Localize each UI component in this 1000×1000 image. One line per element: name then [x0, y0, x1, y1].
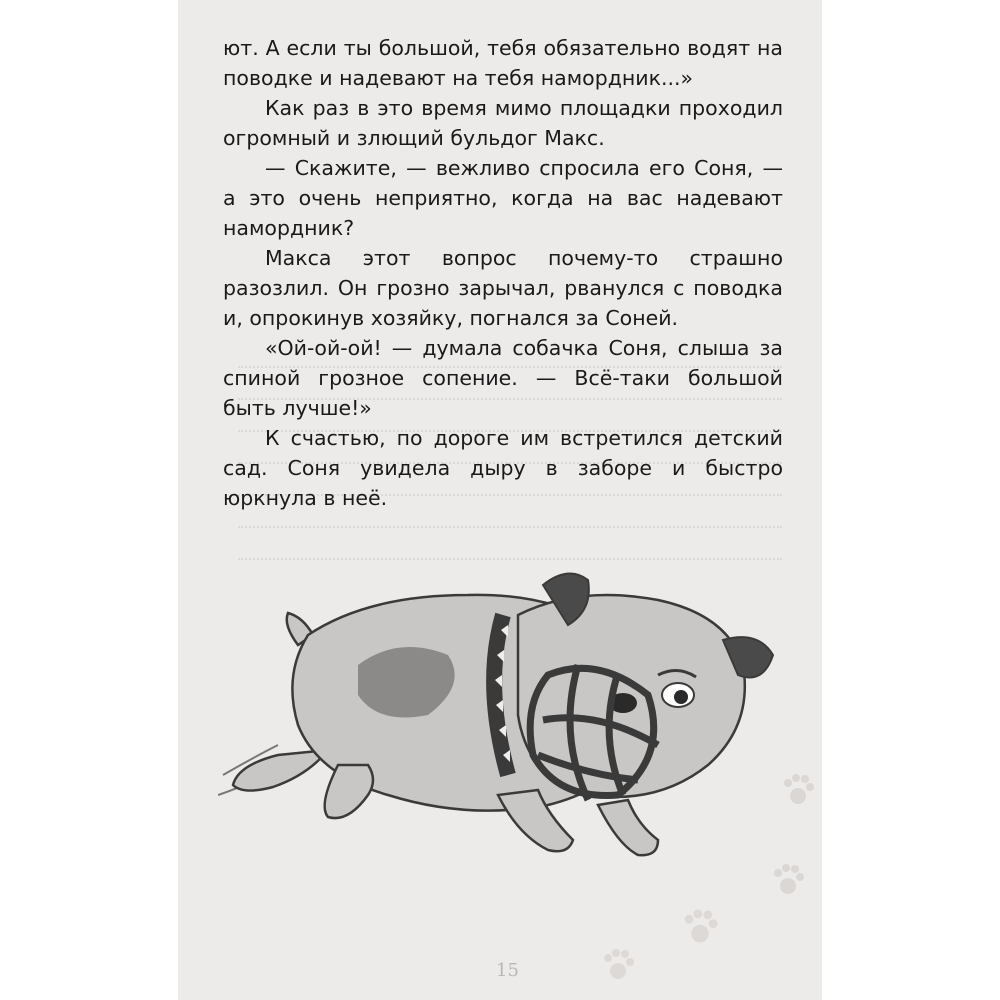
story-text	[223, 33, 783, 513]
paragraph-3: — Скажите, — вежливо спросила его Соня, — а это очень неприятно, когда на вас надевают намордник?	[223, 156, 783, 240]
page-number: 15	[496, 960, 519, 981]
paragraph-2: Как раз в это время мимо площадки проходил огромный и злющий бульдог Макс.	[223, 96, 783, 150]
paw-print-icon	[778, 770, 818, 810]
paragraph-4: Макса этот вопрос почему-то страшно разозлил. Он грозно зарычал, рванулся с поводка и, опрокинув хозяйку, погнался за Соней.	[223, 246, 783, 330]
paragraph-5: «Ой-ой-ой! — думала собачка Соня, слыша за спиной грозное сопение. — Всё-таки большой быть лучше!»	[223, 336, 783, 420]
paragraph-1: ют. А если ты большой, тебя обязательно водят на поводке и надевают на тебя намордник...»	[223, 36, 783, 90]
bulldog-illustration	[218, 555, 778, 885]
paw-print-icon	[678, 905, 722, 949]
paragraph-6: К счастью, по дороге им встретился детский сад. Соня увидела дыру в заборе и быстро юркнула в неё.	[223, 426, 783, 510]
paw-print-icon	[598, 945, 638, 985]
book-page	[178, 0, 822, 1000]
